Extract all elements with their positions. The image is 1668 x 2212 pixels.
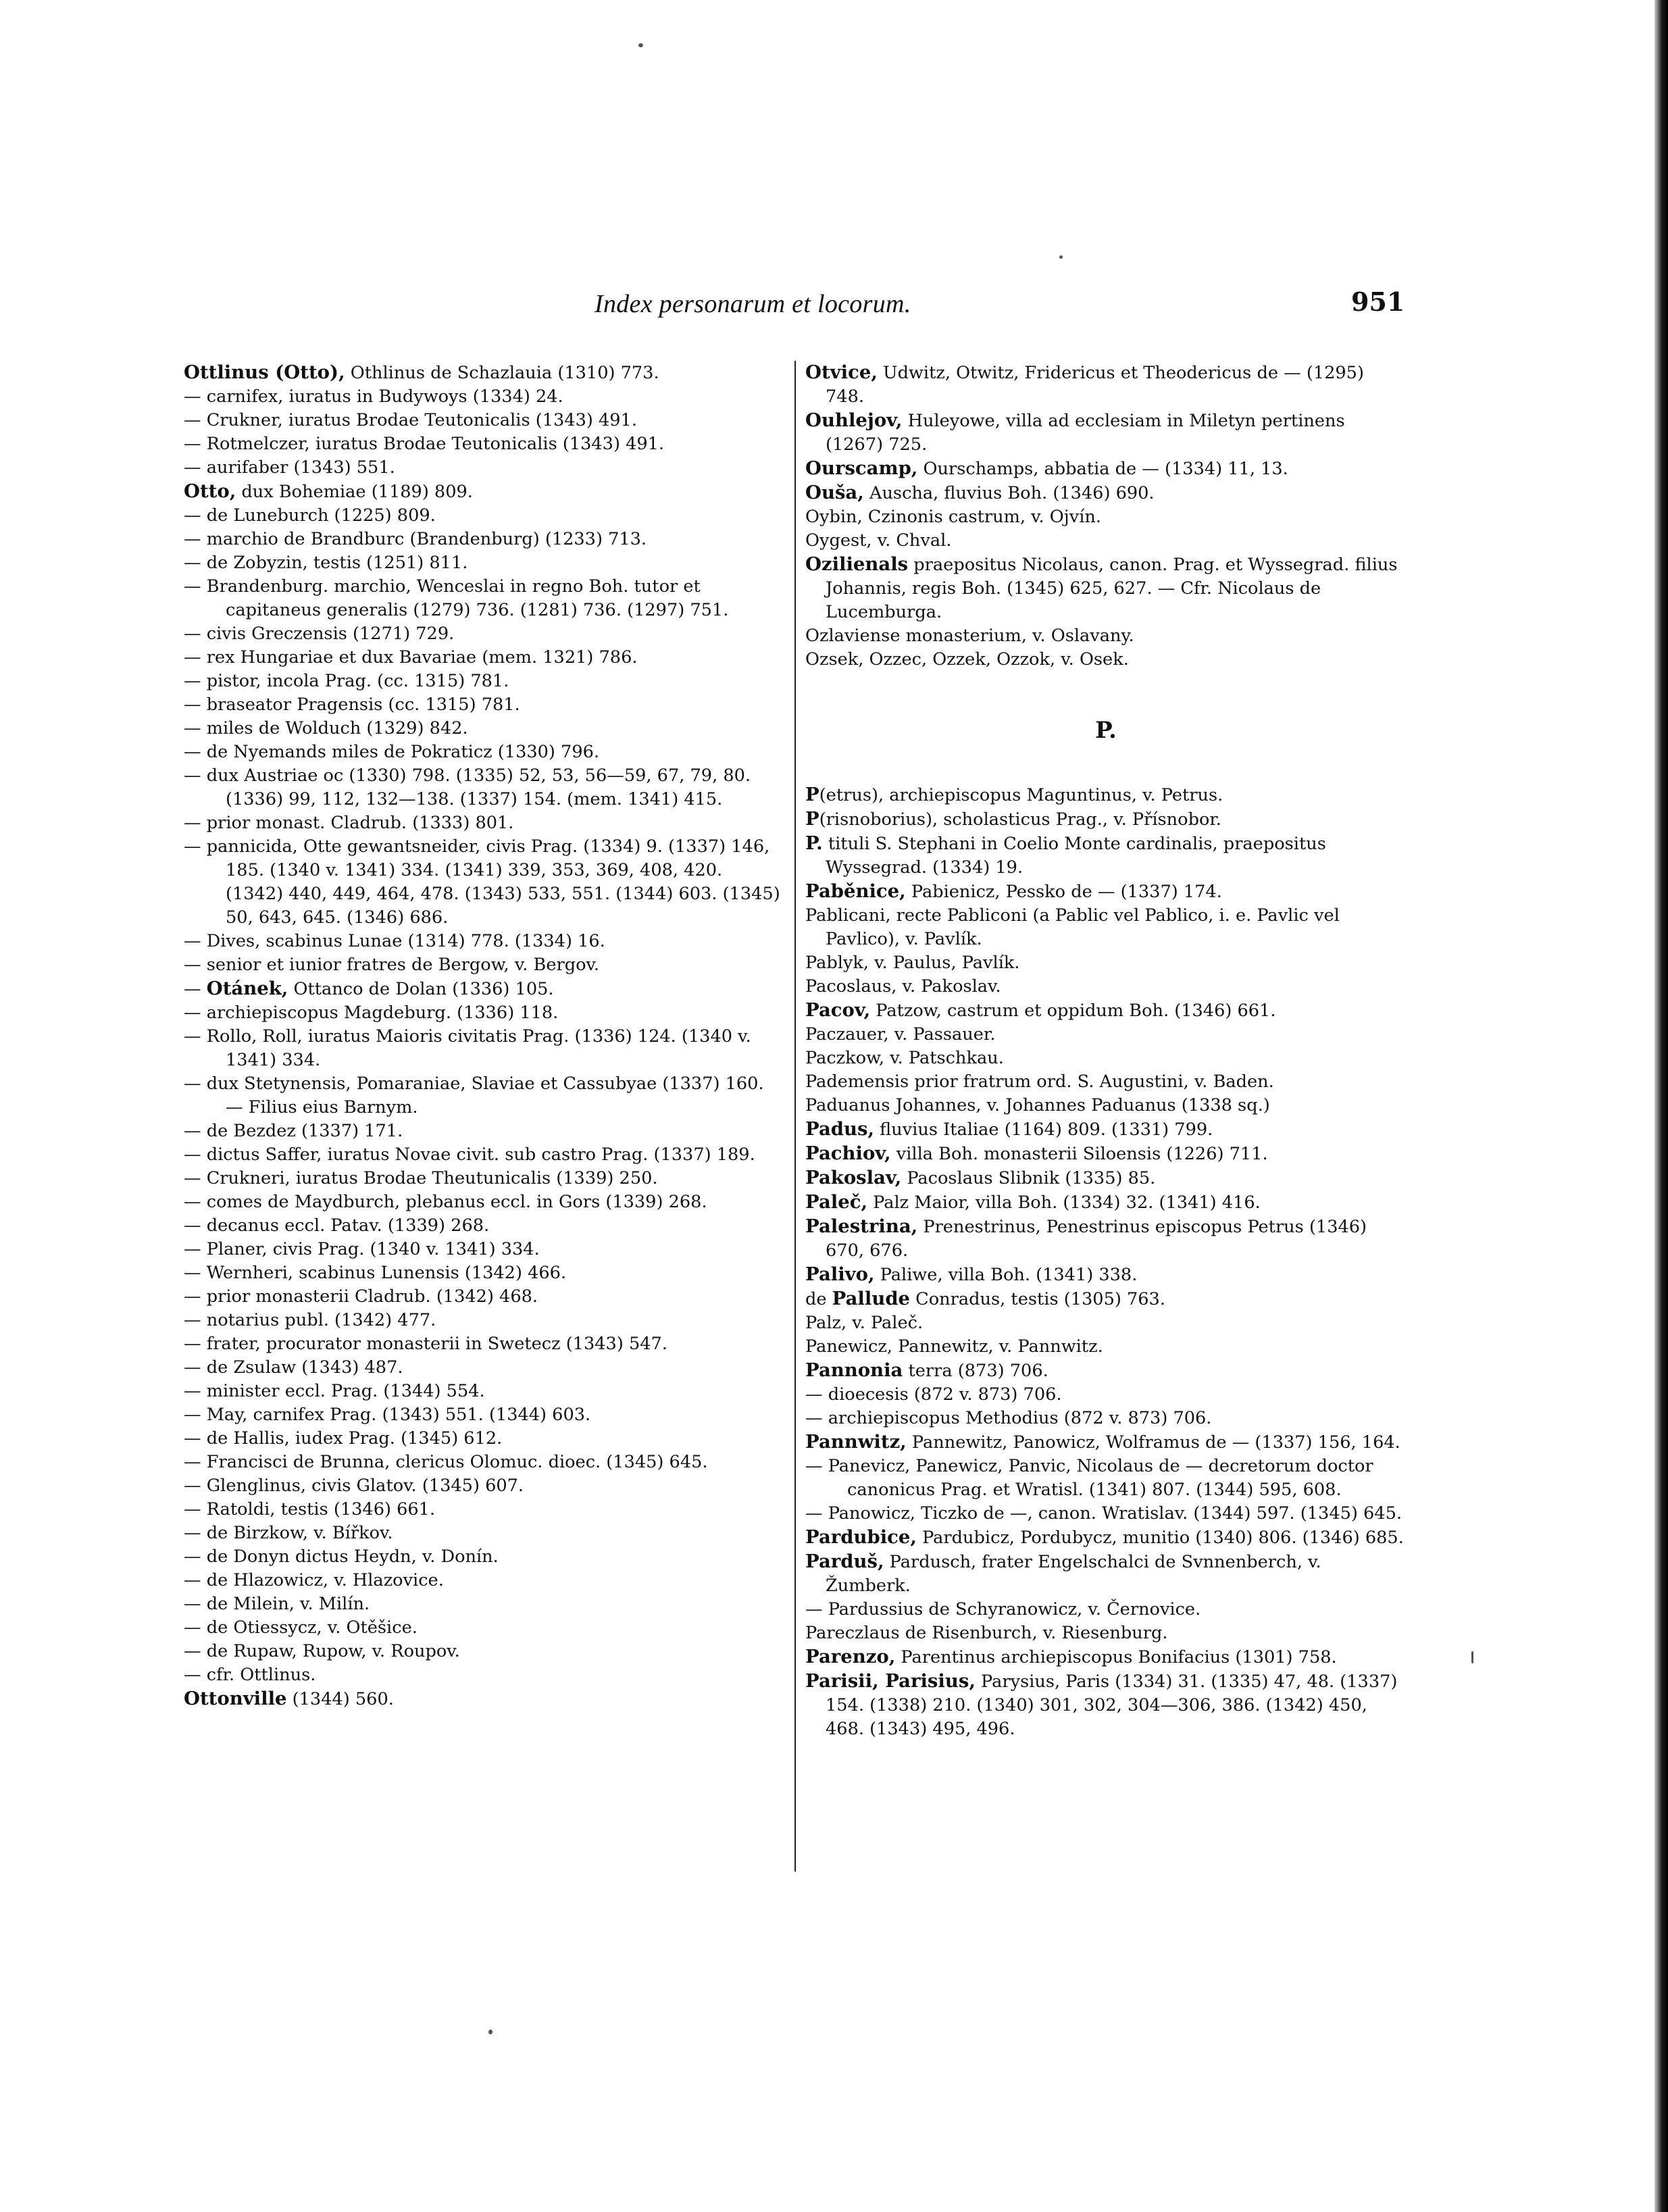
entry-headword: Paběnice,: [805, 880, 906, 902]
entry-headword: Padus,: [805, 1118, 875, 1140]
index-entry: [805, 783, 1407, 807]
entry-text: — prior monast. Cladrub. (1333) 801.: [184, 813, 514, 833]
index-entry: [805, 1669, 1407, 1741]
index-entry: [184, 409, 785, 432]
index-entry: [184, 1569, 785, 1592]
index-column-left: [184, 361, 785, 1711]
index-entry: [184, 456, 785, 480]
entry-text: (1344) 560.: [286, 1689, 394, 1709]
entry-text: Patzow, castrum et oppidum Boh. (1346) 661.: [870, 1001, 1276, 1021]
index-entry: [184, 1616, 785, 1640]
entry-text: — dux Stetynensis, Pomaraniae, Slaviae et Cassubyae (1337) 160. — Filius eius Barnym.: [184, 1074, 764, 1117]
index-entry: [184, 693, 785, 717]
index-entry: [184, 1261, 785, 1285]
entry-text: — de Zsulaw (1343) 487.: [184, 1357, 403, 1378]
index-entry: [184, 1498, 785, 1522]
entry-headword: Otánek,: [206, 978, 288, 999]
entry-headword: Pallude: [832, 1288, 911, 1309]
index-entry: [184, 1143, 785, 1167]
entry-headword: P.: [805, 832, 823, 854]
entry-text: villa Boh. monasterii Siloensis (1226) 711.: [890, 1144, 1268, 1164]
index-entry: [805, 999, 1407, 1023]
index-entry: [805, 1070, 1407, 1094]
entry-text: Ozsek, Ozzec, Ozzek, Ozzok, v. Osek.: [805, 649, 1129, 670]
index-entry: [184, 385, 785, 409]
index-entry: [184, 1522, 785, 1545]
entry-text: fluvius Italiae (1164) 809. (1331) 799.: [874, 1120, 1213, 1140]
index-entry: [805, 648, 1407, 672]
entry-text: — braseator Pragensis (cc. 1315) 781.: [184, 695, 520, 715]
index-entry: [184, 1640, 785, 1663]
index-entry: [805, 951, 1407, 975]
entry-text: — frater, procurator monasterii in Swetecz (1343) 547.: [184, 1334, 667, 1354]
entry-text: — de Rupaw, Rupow, v. Roupov.: [184, 1641, 460, 1661]
entry-text: — senior et iunior fratres de Bergow, v. Bergov.: [184, 955, 600, 975]
index-entry: [805, 1311, 1407, 1335]
scan-speck: [1471, 1651, 1473, 1663]
entry-headword: Palivo,: [805, 1263, 875, 1285]
entry-text: — cfr. Ottlinus.: [184, 1665, 316, 1685]
entry-headword: Pacov,: [805, 999, 871, 1021]
index-entry: [805, 1598, 1407, 1622]
entry-text: Palz Maior, villa Boh. (1334) 32. (1341) 416.: [867, 1192, 1261, 1213]
entry-headword: Paleč,: [805, 1191, 868, 1213]
index-entry: [184, 670, 785, 693]
entry-text: — archiepiscopus Magdeburg. (1336) 118.: [184, 1003, 559, 1023]
entry-text: Huleyowe, villa ad ecclesiam in Miletyn pertinens (1267) 725.: [826, 411, 1345, 455]
entry-text: — de Milein, v. Milín.: [184, 1594, 370, 1614]
entry-text: — de Birzkow, v. Bířkov.: [184, 1523, 393, 1543]
entry-headword: Ouhlejov,: [805, 409, 903, 431]
entry-text: — Wernheri, scabinus Lunensis (1342) 466.: [184, 1263, 567, 1283]
entry-text: Pardubicz, Pordubycz, munitio (1340) 806. (1346) 685.: [916, 1528, 1404, 1548]
index-entry: [184, 480, 785, 504]
index-entry: [184, 1001, 785, 1025]
index-entry: [184, 1190, 785, 1214]
entry-headword: P: [805, 784, 819, 805]
index-entry: [184, 551, 785, 575]
entry-text: Ourschamps, abbatia de — (1334) 11, 13.: [917, 459, 1288, 479]
entry-text: — aurifaber (1343) 551.: [184, 457, 395, 478]
entry-text: Palz, v. Paleč.: [805, 1313, 924, 1333]
entry-text: Oygest, v. Chval.: [805, 530, 952, 551]
entry-text: — Rotmelczer, iuratus Brodae Teutonicalis (1343) 491.: [184, 434, 665, 454]
entry-text: Parysius, Paris (1334) 31. (1335) 47, 48. (1337) 154. (1338) 210. (1340) 301, 302, 304—306, 386. (1342) 450, 468. (1343) 495, 496.: [826, 1671, 1398, 1739]
entry-text: Othlinus de Schazlauia (1310) 773.: [345, 363, 659, 383]
entry-text: Pardusch, frater Engelschalci de Svnnenberch, v. Žumberk.: [826, 1552, 1321, 1596]
entry-text: — Crukneri, iuratus Brodae Theutunicalis (1339) 250.: [184, 1168, 658, 1188]
index-entry: [184, 1663, 785, 1687]
index-entry: [184, 1332, 785, 1356]
entry-headword: P: [805, 808, 819, 830]
index-entry: [805, 807, 1407, 832]
scan-speck: [488, 2030, 492, 2034]
entry-text: — dioecesis (872 v. 873) 706.: [805, 1384, 1062, 1405]
entry-text: praepositus Nicolaus, canon. Prag. et Wyssegrad. filius Johannis, regis Boh. (1345) 625, 627. — Cfr. Nicolaus de Lucemburga.: [826, 555, 1398, 622]
entry-text: — Brandenburg. marchio, Wenceslai in regno Boh. tutor et capitaneus generalis (1279) 736. (1281) 736. (1297) 751.: [184, 576, 729, 620]
entry-headword: Otvice,: [805, 361, 878, 383]
index-column-right: [805, 361, 1407, 1741]
index-entry: [805, 1526, 1407, 1550]
entry-text: — Francisci de Brunna, clericus Olomuc. dioec. (1345) 645.: [184, 1452, 708, 1472]
index-entry: [805, 1190, 1407, 1215]
entry-text: — de Otiessycz, v. Otěšice.: [184, 1617, 418, 1638]
index-entry: [184, 1380, 785, 1403]
index-entry: [805, 1455, 1407, 1502]
scan-speck: [638, 43, 643, 47]
index-entry: [184, 1025, 785, 1072]
entry-text: — Dives, scabinus Lunae (1314) 778. (1334) 16.: [184, 931, 605, 951]
index-entry: [184, 1427, 785, 1451]
index-entry: [805, 1502, 1407, 1526]
entry-text: Conradus, testis (1305) 763.: [910, 1289, 1165, 1309]
entry-text: Prenestrinus, Penestrinus episcopus Petrus (1346) 670, 676.: [826, 1217, 1367, 1261]
entry-text: Ozlaviense monasterium, v. Oslavany.: [805, 626, 1134, 646]
index-entry: [184, 1120, 785, 1143]
entry-text: Pabienicz, Pessko de — (1337) 174.: [905, 882, 1222, 902]
entry-text: dux Bohemiae (1189) 809.: [236, 482, 473, 502]
index-entry: [805, 1430, 1407, 1455]
index-entry: [184, 622, 785, 646]
entry-headword: Ozilienals: [805, 553, 909, 575]
index-entry: [184, 1214, 785, 1238]
index-entry: [184, 646, 785, 670]
index-entry: [805, 832, 1407, 880]
index-entry: [184, 1167, 785, 1190]
entry-headword: Ottlinus (Otto),: [184, 361, 345, 383]
index-entry: [805, 409, 1407, 457]
index-entry: [805, 1407, 1407, 1430]
entry-prefix: de: [805, 1289, 832, 1309]
entry-text: Panewicz, Pannewitz, v. Pannwitz.: [805, 1336, 1103, 1357]
entry-text: (risnoborius), scholasticus Prag., v. Přísnobor.: [819, 809, 1221, 830]
entry-text: — Crukner, iuratus Brodae Teutonicalis (1343) 491.: [184, 410, 637, 430]
entry-text: — comes de Maydburch, plebanus eccl. in Gors (1339) 268.: [184, 1192, 707, 1212]
entry-headword: Palestrina,: [805, 1215, 918, 1237]
entry-text: Oybin, Czinonis castrum, v. Ojvín.: [805, 507, 1101, 527]
index-entry: [184, 1072, 785, 1120]
entry-text: Paliwe, villa Boh. (1341) 338.: [874, 1265, 1138, 1285]
index-entry: [184, 977, 785, 1001]
entry-text: — miles de Wolduch (1329) 842.: [184, 718, 468, 738]
index-entry: [805, 481, 1407, 505]
entry-text: — Ratoldi, testis (1346) 661.: [184, 1499, 436, 1519]
index-entry: [805, 1215, 1407, 1263]
index-entry: [805, 457, 1407, 481]
index-entry: [184, 575, 785, 622]
index-entry: [805, 904, 1407, 951]
entry-headword: Ourscamp,: [805, 457, 918, 479]
entry-text: — de Donyn dictus Heydn, v. Donín.: [184, 1547, 499, 1567]
entry-text: — notarius publ. (1342) 477.: [184, 1310, 436, 1330]
index-entry: [805, 1047, 1407, 1070]
entry-text: — dux Austriae oc (1330) 798. (1335) 52, 53, 56—59, 67, 79, 80. (1336) 99, 112, 132—138. (1337) 154. (mem. 1341) 415.: [184, 765, 751, 809]
index-entry: [184, 764, 785, 811]
entry-text: Auscha, fluvius Boh. (1346) 690.: [863, 483, 1155, 503]
entry-text: Paczauer, v. Passauer.: [805, 1024, 996, 1045]
entry-text: — pannicida, Otte gewantsneider, civis Prag. (1334) 9. (1337) 146, 185. (1340 v. 1341) 334. (1341) 339, 353, 369, 408, 420. (1342) 440, 449, 464, 478. (1343) 533, 551. (1344) 603. (1345) 50, 643, 645. (1346) 686.: [184, 836, 780, 928]
index-entry: [805, 1383, 1407, 1407]
entry-headword: Parenzo,: [805, 1646, 896, 1667]
entry-headword: Ottonville: [184, 1688, 287, 1709]
entry-text: — de Luneburch (1225) 809.: [184, 505, 436, 526]
index-entry: [805, 880, 1407, 904]
entry-text: — pistor, incola Prag. (cc. 1315) 781.: [184, 671, 509, 691]
index-entries-o: [805, 361, 1407, 672]
running-head: Index personarum et locorum.: [595, 290, 911, 318]
entry-text: — de Zobyzin, testis (1251) 811.: [184, 553, 468, 573]
index-entry: [184, 1403, 785, 1427]
entry-text: — Panowicz, Ticzko de —, canon. Wratislav. (1344) 597. (1345) 645.: [805, 1503, 1402, 1524]
entry-headword: Pachiov,: [805, 1142, 891, 1164]
index-entry: [184, 740, 785, 764]
entry-headword: Pannwitz,: [805, 1431, 907, 1453]
entry-text: — de Bezdez (1337) 171.: [184, 1121, 403, 1141]
entry-text: — marchio de Brandburc (Brandenburg) (1233) 713.: [184, 529, 647, 549]
index-entry: [184, 811, 785, 835]
index-entry: [184, 1474, 785, 1498]
entry-text: Pareczlaus de Risenburch, v. Riesenburg.: [805, 1623, 1168, 1643]
entry-text: Pacoslaus Slibnik (1335) 85.: [901, 1168, 1156, 1188]
section-letter: P.: [1095, 717, 1117, 744]
index-entry: [805, 361, 1407, 409]
index-entry: [805, 1142, 1407, 1166]
entry-text: Pademensis prior fratrum ord. S. Augustini, v. Baden.: [805, 1072, 1274, 1092]
index-entry: [805, 1359, 1407, 1383]
index-entry: [184, 432, 785, 456]
entry-text: — decanus eccl. Patav. (1339) 268.: [184, 1215, 490, 1236]
index-entry: [184, 1356, 785, 1380]
entry-dash: —: [184, 979, 207, 999]
entry-text: tituli S. Stephani in Coelio Monte cardinalis, praepositus Wyssegrad. (1334) 19.: [822, 834, 1326, 878]
page-number: 951: [1351, 286, 1405, 317]
index-entry: [805, 1094, 1407, 1117]
index-entry: [805, 1287, 1407, 1311]
entry-text: Pacoslaus, v. Pakoslav.: [805, 976, 1001, 997]
index-entry: [805, 505, 1407, 529]
entry-text: — dictus Saffer, iuratus Novae civit. sub castro Prag. (1337) 189.: [184, 1145, 755, 1165]
index-entry: [805, 1166, 1407, 1190]
entry-text: — minister eccl. Prag. (1344) 554.: [184, 1381, 485, 1401]
index-entry: [184, 528, 785, 551]
entry-headword: Parduš,: [805, 1551, 884, 1572]
entry-text: — de Hlazowicz, v. Hlazovice.: [184, 1570, 444, 1590]
entry-headword: Parisii, Parisius,: [805, 1670, 976, 1692]
index-entry: [805, 1263, 1407, 1287]
entry-text: Udwitz, Otwitz, Fridericus et Theodericus de — (1295) 748.: [826, 363, 1364, 407]
entry-text: Parentinus archiepiscopus Bonifacius (1301) 758.: [895, 1647, 1337, 1667]
entry-text: — Rollo, Roll, iuratus Maioris civitatis Prag. (1336) 124. (1340 v. 1341) 334.: [184, 1026, 751, 1070]
entry-text: — rex Hungariae et dux Bavariae (mem. 1321) 786.: [184, 647, 638, 668]
index-entries-p: [805, 783, 1407, 1741]
index-entry: [184, 361, 785, 385]
index-entry: [184, 1592, 785, 1616]
index-entry: [805, 1117, 1407, 1142]
entry-text: — civis Greczensis (1271) 729.: [184, 624, 455, 644]
index-entry: [184, 930, 785, 953]
entry-text: — de Nyemands miles de Pokraticz (1330) 796.: [184, 742, 600, 762]
index-entry: [184, 835, 785, 930]
entry-text: Pannewitz, Panowicz, Wolframus de — (1337) 156, 164.: [906, 1432, 1400, 1453]
scan-edge: [1654, 0, 1668, 2212]
index-entry: [184, 1545, 785, 1569]
index-entry: [805, 1023, 1407, 1047]
entry-text: terra (873) 706.: [903, 1361, 1048, 1381]
entry-text: — Planer, civis Prag. (1340 v. 1341) 334.: [184, 1239, 540, 1259]
entry-text: Pablicani, recte Pabliconi (a Pablic vel Pablico, i. e. Pavlic vel Pavlico), v. Pavlík.: [805, 905, 1340, 949]
entry-text: (etrus), archiepiscopus Maguntinus, v. Petrus.: [819, 785, 1223, 805]
index-entry: [184, 717, 785, 740]
index-entry: [805, 1335, 1407, 1359]
column-divider: [794, 361, 796, 1871]
entry-text: Ottanco de Dolan (1336) 105.: [288, 979, 554, 999]
index-entry: [805, 529, 1407, 553]
entry-text: — de Hallis, iudex Prag. (1345) 612.: [184, 1428, 503, 1449]
index-entry: [805, 553, 1407, 624]
entry-headword: Otto,: [184, 480, 236, 502]
entry-text: Paduanus Johannes, v. Johannes Paduanus (1338 sq.): [805, 1095, 1270, 1115]
entry-text: — Glenglinus, civis Glatov. (1345) 607.: [184, 1476, 524, 1496]
index-entry: [184, 953, 785, 977]
entry-text: — archiepiscopus Methodius (872 v. 873) 706.: [805, 1408, 1212, 1428]
entry-headword: Pannonia: [805, 1359, 903, 1381]
entry-headword: Ouša,: [805, 482, 864, 503]
index-entry: [184, 1687, 785, 1711]
index-entry: [184, 1451, 785, 1474]
entry-headword: Pardubice,: [805, 1526, 917, 1548]
entry-text: Paczkow, v. Patschkau.: [805, 1048, 1004, 1068]
index-entry: [805, 624, 1407, 648]
entry-text: — prior monasterii Cladrub. (1342) 468.: [184, 1286, 538, 1307]
index-entry: [184, 1309, 785, 1332]
index-entry: [805, 1550, 1407, 1598]
index-entry: [184, 1238, 785, 1261]
index-entry: [805, 1622, 1407, 1645]
index-entry: [184, 1285, 785, 1309]
index-entry: [805, 1645, 1407, 1669]
index-entry: [805, 975, 1407, 999]
entry-text: — May, carnifex Prag. (1343) 551. (1344) 603.: [184, 1405, 591, 1425]
entry-text: Pablyk, v. Paulus, Pavlík.: [805, 953, 1020, 973]
entry-headword: Pakoslav,: [805, 1167, 902, 1188]
entry-text: — Panevicz, Panewicz, Panvic, Nicolaus de — decretorum doctor canonicus Prag. et Wratisl. (1341) 807. (1344) 595, 608.: [805, 1456, 1373, 1500]
entry-text: — Pardussius de Schyranowicz, v. Černovice.: [805, 1599, 1201, 1619]
scan-speck: [1059, 255, 1063, 259]
index-entry: [184, 504, 785, 528]
entry-text: — carnifex, iuratus in Budywoys (1334) 24.: [184, 386, 563, 407]
